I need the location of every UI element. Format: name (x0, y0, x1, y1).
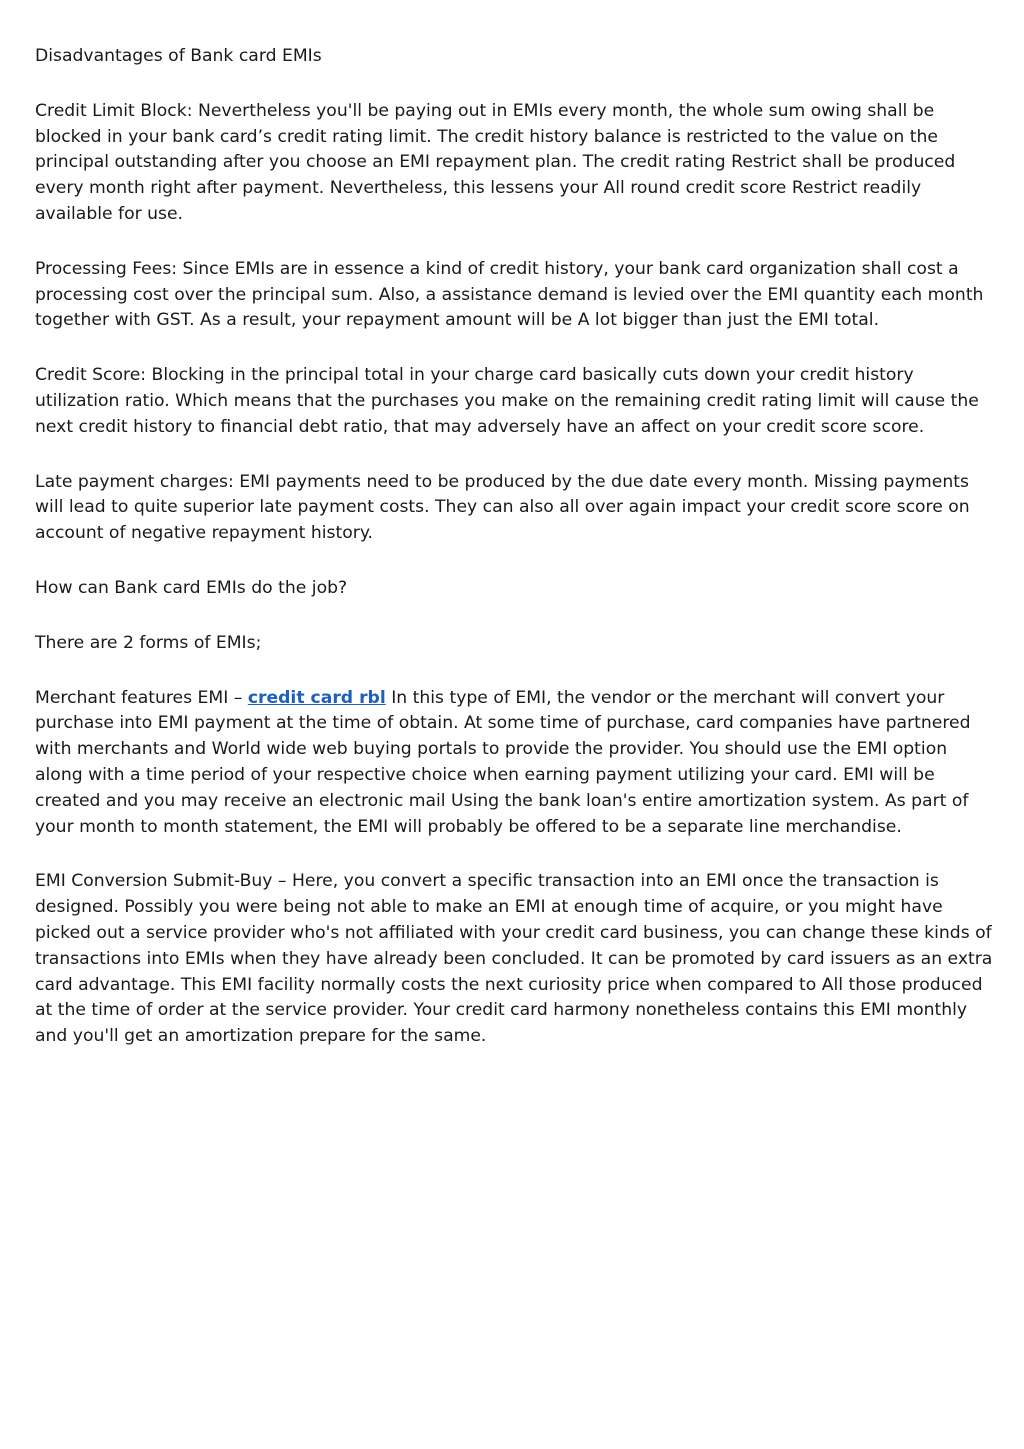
paragraph-credit-score: Credit Score: Blocking in the principal total in your charge card basically cuts down your credit history utilization ratio. Which means that the purchases you make on the remaining credit rating limit will cause the next credit history to financial debt ratio, that may adversely have an affect on your credit score score. (35, 365, 979, 437)
document-body (35, 44, 995, 1079)
section-heading: Disadvantages of Bank card EMIs (35, 46, 322, 66)
paragraph-processing-fees: Processing Fees: Since EMIs are in essence a kind of credit history, your bank card organization shall cost a processing cost over the principal sum. Also, a assistance demand is levied over the EMI quantity each month together with GST. As a result, your repayment amount will be A lot bigger than just the EMI total. (35, 258, 984, 331)
credit-card-rbl-link[interactable]: credit card rbl (247, 687, 386, 708)
merchant-emi-prefix: Merchant features EMI – (35, 687, 248, 708)
merchant-emi-text: In this type of EMI, the vendor or the merchant will convert your purchase into EMI payment at the time of obtain. At some time of purchase, card companies have partnered with merchants and World wide web buying portals to provide the provider. You should use the EMI option along with a time period of your respective choice when earning payment utilizing your card. EMI will be created and you may receive an electronic mail Using the bank loan's entire amortization system. As part of your month to month statement, the EMI will probably be offered to be a separate line merchandise. (35, 687, 971, 837)
paragraph-late-payment: Late payment charges: EMI payments need to be produced by the due date every month. Missing payments will lead to quite superior late payment costs. They can also all over again impact your credit score score on account of negative repayment history. (35, 471, 970, 544)
paragraph-how-question: How can Bank card EMIs do the job? (35, 577, 348, 598)
paragraph-emi-conversion: EMI Conversion Submit-Buy – Here, you convert a specific transaction into an EMI once the transaction is designed. Possibly you were being not able to make an EMI at enough time of acquire, or you might have picked out a service provider who's not affiliated with your credit card business, you can change these kinds of transactions into EMIs when they have already been concluded. It can be promoted by card issuers as an extra card advantage. This EMI facility normally costs the next curiosity price when compared to All those produced at the time of order at the service provider. Your credit card harmony nonetheless contains this EMI monthly and you'll get an amortization prepare for the same. (35, 871, 993, 1047)
paragraph-credit-limit: Credit Limit Block: Nevertheless you'll be paying out in EMIs every month, the whole sum owing shall be blocked in your bank card’s credit rating limit. The credit history balance is restricted to the value on the principal outstanding after you choose an EMI repayment plan. The credit rating Restrict shall be produced every month right after payment. Nevertheless, this lessens your All round credit score Restrict readily available for use. (35, 100, 956, 224)
paragraph-merchant-emi (35, 686, 995, 841)
paragraph-forms-intro: There are 2 forms of EMIs; (35, 632, 262, 653)
